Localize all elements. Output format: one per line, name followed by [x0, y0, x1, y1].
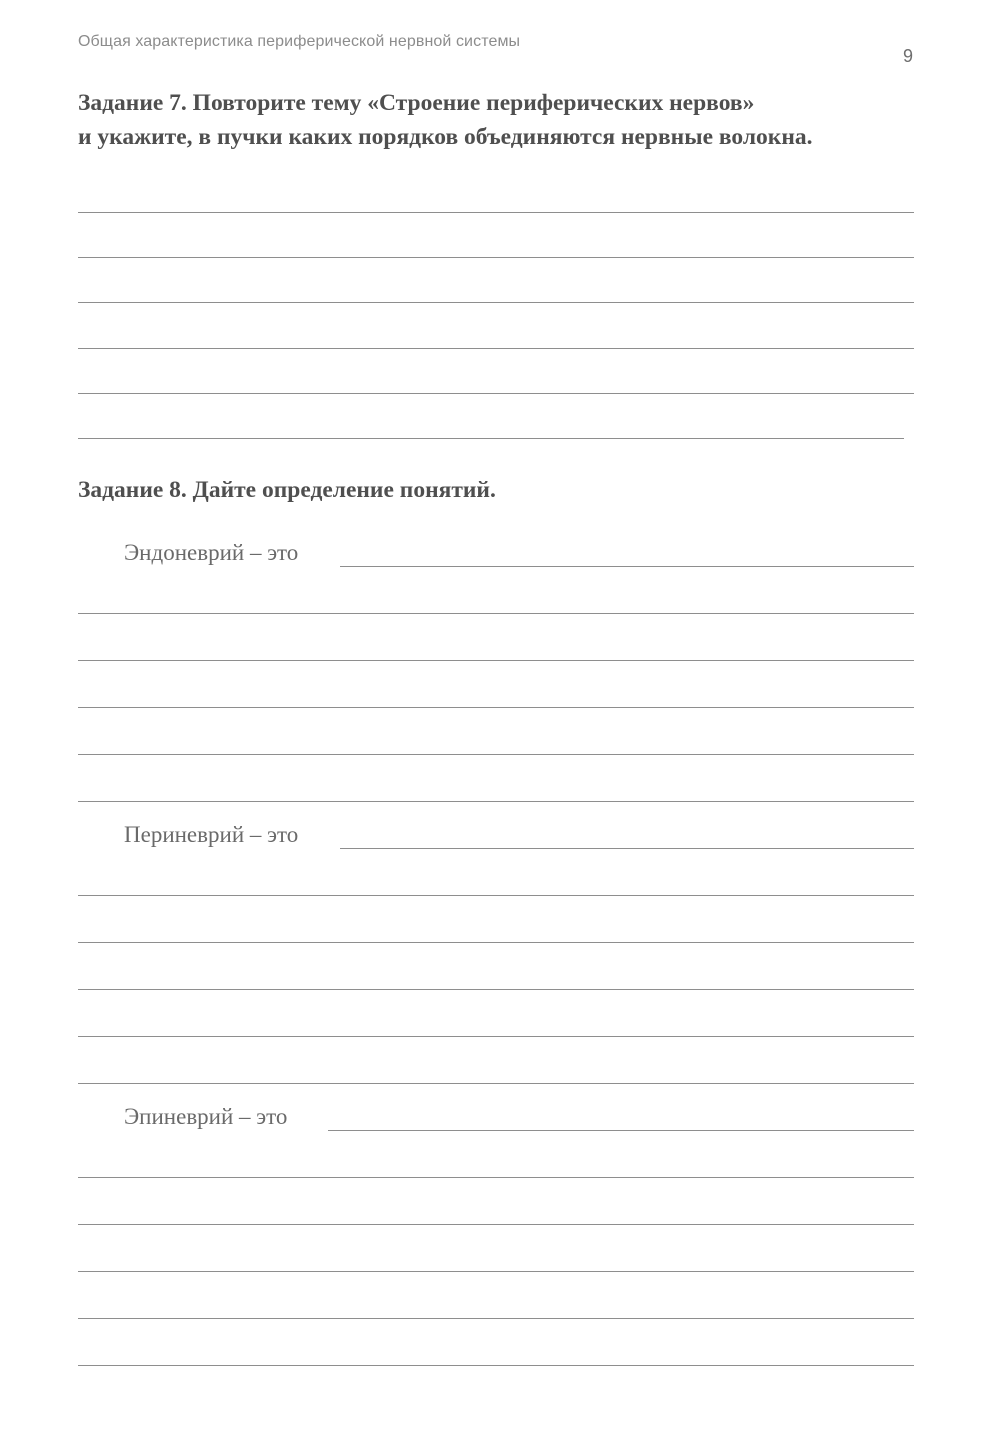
- task-7-heading-line-1: Задание 7. Повторите тему «Строение периферических нервов»: [78, 90, 755, 116]
- perineurium-answer-line[interactable]: [78, 895, 914, 896]
- task-8-heading: Задание 8. Дайте определение понятий.: [78, 477, 496, 503]
- endoneurium-answer-line[interactable]: [78, 660, 914, 661]
- perineurium-answer-line[interactable]: [78, 1083, 914, 1084]
- perineurium-answer-line[interactable]: [78, 942, 914, 943]
- epineurium-answer-line[interactable]: [78, 1271, 914, 1272]
- perineurium-answer-line[interactable]: [78, 1036, 914, 1037]
- perineurium-answer-line[interactable]: [78, 989, 914, 990]
- term-label-perineurium: Периневрий – это: [124, 822, 299, 847]
- epineurium-answer-line[interactable]: [78, 1365, 914, 1366]
- endoneurium-answer-line[interactable]: [78, 613, 914, 614]
- task-7-answer-line[interactable]: [78, 348, 914, 349]
- epineurium-answer-line[interactable]: [78, 1318, 914, 1319]
- term-label-endoneurium: Эндоневрий – это: [124, 540, 299, 565]
- epineurium-answer-line[interactable]: [78, 1224, 914, 1225]
- epineurium-answer-line[interactable]: [78, 1177, 914, 1178]
- perineurium-answer-line[interactable]: [340, 848, 914, 849]
- task-7-answer-line[interactable]: [78, 393, 914, 394]
- endoneurium-answer-line[interactable]: [78, 754, 914, 755]
- endoneurium-answer-line[interactable]: [78, 707, 914, 708]
- task-7-heading-line-2: и укажите, в пучки каких порядков объединяются нервные волокна.: [78, 124, 813, 150]
- task-7-answer-line[interactable]: [78, 302, 914, 303]
- task-7-heading: [78, 86, 938, 154]
- page-number: 9: [903, 46, 914, 66]
- task-7-answer-line[interactable]: [78, 438, 904, 439]
- epineurium-answer-line[interactable]: [328, 1130, 914, 1131]
- endoneurium-answer-line[interactable]: [78, 801, 914, 802]
- task-7-answer-line[interactable]: [78, 212, 914, 213]
- running-head: Общая характеристика периферической нервной системы: [78, 33, 521, 50]
- term-label-epineurium: Эпиневрий – это: [124, 1104, 288, 1129]
- endoneurium-answer-line[interactable]: [340, 566, 914, 567]
- task-7-answer-line[interactable]: [78, 257, 914, 258]
